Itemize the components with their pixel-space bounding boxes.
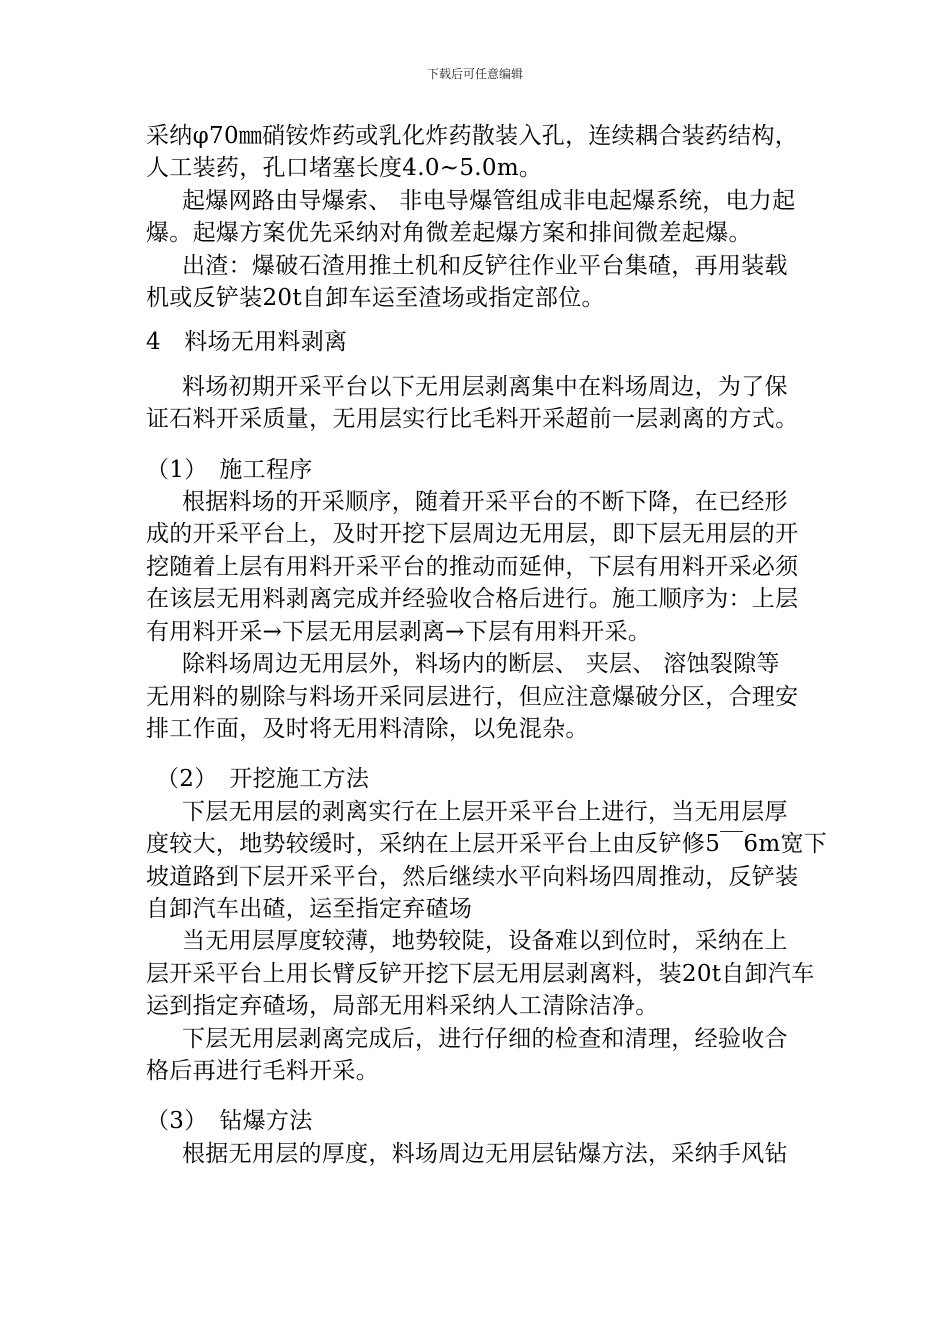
text-line: 运到指定弃碴场，局部无用料采纳人工清除洁净。 <box>146 993 659 1020</box>
text-line: 根据无用层的厚度，料场周边无用层钻爆方法，采纳手风钻 <box>182 1140 788 1167</box>
text-line: 有用料开采→下层无用层剥离→下层有用料开采。 <box>146 618 652 645</box>
text-line: 格后再进行毛料开采。 <box>146 1057 379 1084</box>
text-line: 无用料的剔除与料场开采同层进行，但应注意爆破分区，合理安 <box>146 683 799 710</box>
text-line: 在该层无用料剥离完成并经验收合格后进行。施工顺序为：上层 <box>146 586 799 613</box>
subsection-heading: （1） 施工程序 <box>146 456 313 483</box>
text-line: 排工作面，及时将无用料清除，以免混杂。 <box>146 715 589 742</box>
text-line: 证石料开采质量，无用层实行比毛料开采超前一层剥离的方式。 <box>146 406 799 433</box>
text-line: 出渣：爆破石渣用推土机和反铲往作业平台集碴，再用装载 <box>182 252 788 279</box>
text-line: 爆。起爆方案优先采纳对角微差起爆方案和排间微差起爆。 <box>146 220 752 247</box>
text-line: 根据料场的开采顺序，随着开采平台的不断下降，在已经形 <box>182 489 788 516</box>
page-header-note: 下载后可任意编辑 <box>426 67 523 81</box>
text-line: 自卸汽车出碴，运至指定弃碴场 <box>146 895 473 922</box>
text-line: 人工装药，孔口堵塞长度4.0~5.0m。 <box>146 155 543 182</box>
text-line: 当无用层厚度较薄，地势较陡，设备难以到位时，采纳在上 <box>182 928 788 955</box>
text-line: 料场初期开采平台以下无用层剥离集中在料场周边，为了保 <box>182 373 788 400</box>
subsection-heading: （3） 钻爆方法 <box>146 1108 313 1135</box>
text-line: 起爆网路由导爆索、 非电导爆管组成非电起爆系统，电力起 <box>182 187 796 214</box>
text-line: 机或反铲装20t自卸车运至渣场或指定部位。 <box>146 285 605 312</box>
text-line: 成的开采平台上，及时开挖下层周边无用层，即下层无用层的开 <box>146 521 799 548</box>
subsection-heading: （2） 开挖施工方法 <box>156 766 370 793</box>
text-line: 除料场周边无用层外，料场内的断层、 夹层、 溶蚀裂隙等 <box>182 651 780 678</box>
text-line: 下层无用层的剥离实行在上层开采平台上进行，当无用层厚 <box>182 798 788 825</box>
text-line: 采纳φ70㎜硝铵炸药或乳化炸药散装入孔，连续耦合装药结构， <box>146 123 799 149</box>
text-line: 坡道路到下层开采平台，然后继续水平向料场四周推动，反铲装 <box>146 863 799 890</box>
text-line: 下层无用层剥离完成后，进行仔细的检查和清理，经验收合 <box>182 1025 788 1052</box>
section-heading: 4 料场无用料剥离 <box>146 329 348 356</box>
text-line: 层开采平台上用长臂反铲开挖下层无用层剥离料，装20t自卸汽车 <box>146 960 815 987</box>
text-line: 度较大，地势较缓时，采纳在上层开采平台上由反铲修5￣6m宽下 <box>146 831 828 858</box>
document-body <box>146 120 828 1170</box>
text-line: 挖随着上层有用料开采平台的推动而延伸，下层有用料开采必须 <box>146 553 799 580</box>
